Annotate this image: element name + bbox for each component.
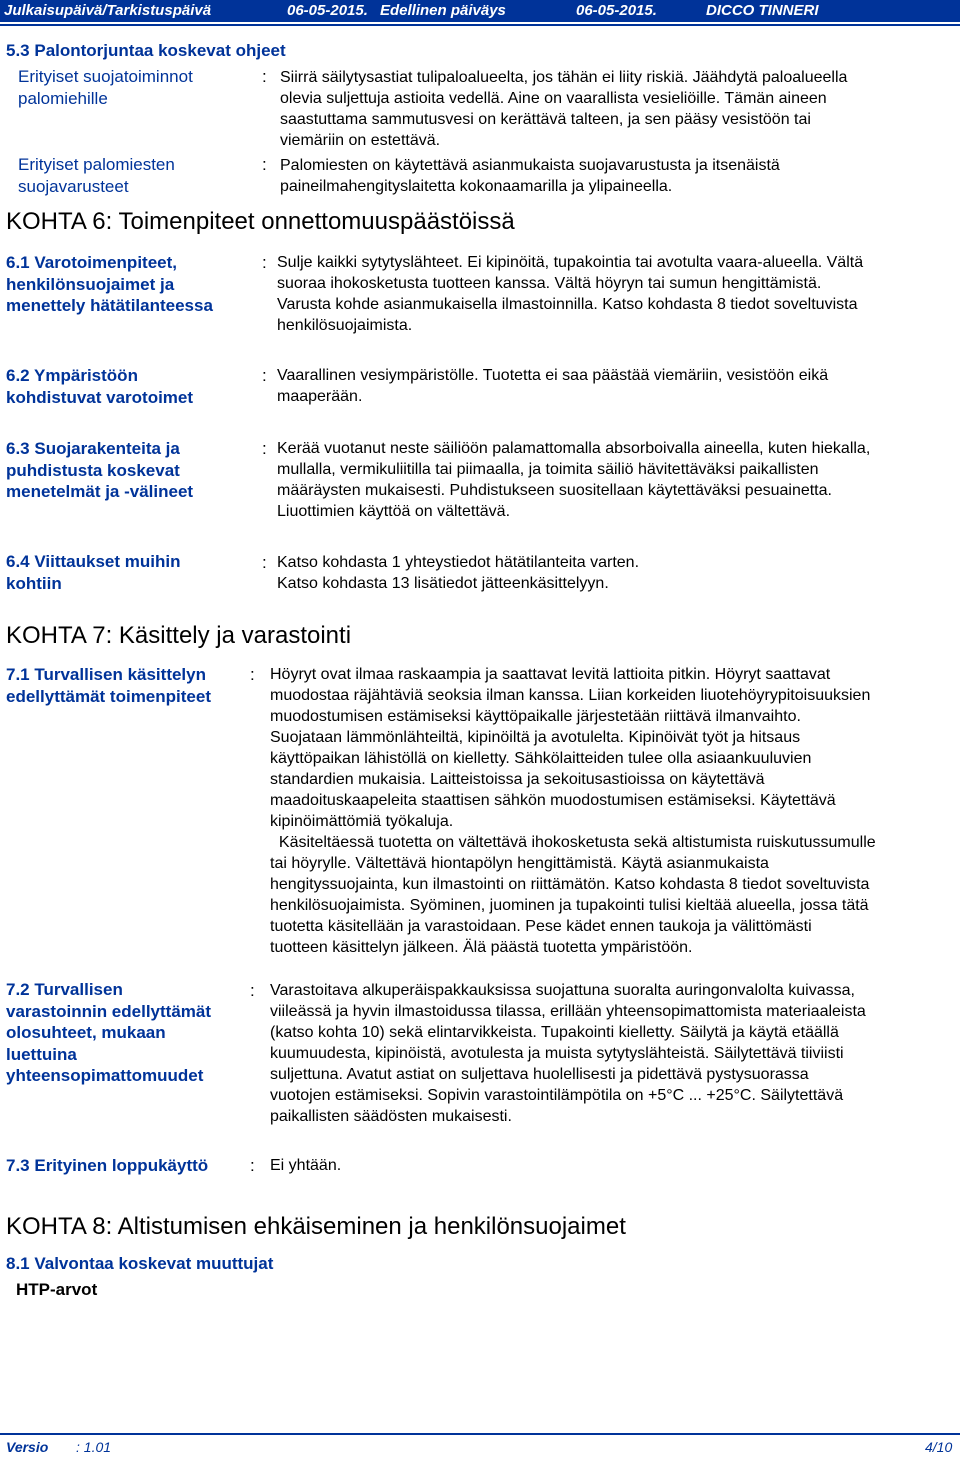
header-bar — [0, 0, 960, 22]
s5-3-text-2: Palomiesten on käytettävä asianmukaista suojavarustusta ja itsenäistä paineilmahengityslaitetta kokonaamarilla ja ylipaineella. — [280, 157, 780, 195]
colon: : — [250, 981, 255, 1000]
s7-1-text: Höyryt ovat ilmaa raskaampia ja saattavat levitä lattioita pitkin. Höyryt saattavat muodostaa räjähtäviä seoksia ilman kanssa. Liian korkeiden liuotehöyrypitoisuuksien muodostumisen estämiseksi käyttöpaikalle järjestetään riittävä ilmanvaihto. Suojataan lämmönlähteiltä, kipinöiltä ja avotulelta. Kipinöivät työt ja hitsaus käyttöpaikan lähistöllä on kielletty. Sähkölaitteiden tulee olla asiaankuuluvien standardien mukaisia. Laitteistoissa ja sekoitusastioissa on käytettävä maadoituskaapeleita staattisen sähkön muodostumisen estämiseksi. Käytettävä kipinöimättömiä työkaluja. Käsiteltäessä tuotetta on vältettävä ihokosketusta sekä altistumista ruiskutussumulle tai höyrylle. Vältettävä hiontapölyn hengittämistä. Käytä asianmukaista hengityssuojainta, kun ilmastointi on riittämätön. Katso kohdasta 8 tiedot soveltuvista henkilösuojaimista. Syöminen, juominen ja tupakointi tulisi kieltää alueella, jossa tätä tuotetta käsitellään ja varastoidaan. Pese kädet ennen taukoja ja välittömästi tuotteen käsittelyn jälkeen. Älä päästä tuotetta ympäristöön. — [270, 666, 876, 956]
header-prev-date: 06-05-2015. — [576, 2, 657, 19]
s5-3-label-2: Erityiset palomiesten suojavarusteet — [18, 155, 175, 196]
footer-rule — [0, 1433, 960, 1435]
colon: : — [250, 1156, 255, 1175]
colon: : — [262, 155, 267, 174]
s5-3-text-1: Siirrä säilytysastiat tulipaloalueelta, jos tähän ei liity riskiä. Jäähdytä paloalueella olevia suljettuja astioita vedellä. Aine on vaarallista vesieliöille. Tämän aineen saastuttama sammutusvesi on kerättävä talteen, ja sen pääsy vesistöön tai viemäriin on estettävä. — [280, 69, 848, 149]
section-7-heading: KOHTA 7: Käsittely ja varastointi — [6, 622, 352, 649]
s6-3-text: Kerää vuotanut neste säiliöön palamattomalla absorboivalla aineella, kuten hiekalla, mullalla, vermikuliitilla tai piimaalla, ja toimita säiliö hävitettäväksi paikallisten määräysten mukaisesti. Puhdistukseen suositellaan käytettäväksi pesuainetta. Liuottimien käyttöä on vältettävä. — [277, 440, 871, 520]
header-date-label: Julkaisupäivä/Tarkistuspäivä — [4, 2, 212, 19]
colon: : — [250, 665, 255, 684]
section-8-heading: KOHTA 8: Altistumisen ehkäiseminen ja henkilönsuojaimet — [6, 1213, 626, 1240]
colon: : — [262, 67, 267, 86]
footer-version: Versio — [6, 1439, 49, 1455]
s6-4-label: 6.4 Viittaukset muihin kohtiin — [6, 552, 181, 593]
footer-page-number: 4/10 — [925, 1439, 953, 1455]
s7-2-text: Varastoitava alkuperäispakkauksissa suojattuna suoralta auringonvalolta kuivassa, viileässä ja hyvin ilmastoidussa tilassa, erillään yhteensopimattomista materiaaleista (katso kohta 10) sekä elintarvikkeista. Tupakointi kielletty. Säilytä ja käytä etäällä kuumuudesta, kipinöistä, avotulesta ja muista sytytyslähteistä. Säilytettävä tiiviisti suljettuna. Avatut astiat on suljettava huolellisesti ja pidettävä pystysuorassa vuotojen estämiseksi. Sopivin varastointilämpötila on +5°C ... +25°C. Säilytettävä paikallisten säädösten mukaisesti. — [270, 982, 866, 1125]
s6-4-text: Katso kohdasta 1 yhteystiedot hätätilanteita varten. Katso kohdasta 13 lisätiedot jätteenkäsittelyyn. — [277, 554, 640, 592]
section-6-heading: KOHTA 6: Toimenpiteet onnettomuuspäästöissä — [6, 208, 515, 235]
s6-2-label: 6.2 Ympäristöön kohdistuvat varotoimet — [6, 366, 194, 407]
htp-label: HTP-arvot — [16, 1280, 98, 1299]
s6-2-text: Vaarallinen vesiympäristölle. Tuotetta ei saa päästää viemäriin, vesistöön eikä maaperään. — [277, 367, 829, 405]
s7-3-label: 7.3 Erityinen loppukäyttö — [6, 1156, 209, 1175]
s6-1-text: Sulje kaikki sytytyslähteet. Ei kipinöitä, tupakointia tai avotulta vaara-alueella. Vältä suoraa ihokosketusta tuotteen kanssa. Vältä höyryn tai sumun hengittämistä. Varusta kohde asianmukaisella ilmastoinnilla. Katso kohdasta 8 tiedot soveltuvista henkilösuojaimista. — [277, 254, 864, 334]
header-product: DICCO TINNERI — [706, 2, 819, 19]
colon: : — [262, 439, 267, 458]
s8-1-title: 8.1 Valvontaa koskevat muuttujat — [6, 1254, 274, 1273]
colon: : — [262, 553, 267, 572]
footer-version-value: : 1.01 — [76, 1439, 112, 1455]
section-5-3-title: 5.3 Palontorjuntaa koskevat ohjeet — [6, 41, 286, 60]
header-prev-label: Edellinen päiväys — [380, 2, 506, 19]
s7-2-label: 7.2 Turvallisen varastoinnin edellyttämät olosuhteet, mukaan luettuina yhteensopimattomuudet — [6, 980, 212, 1085]
colon: : — [262, 366, 267, 385]
s6-1-label: 6.1 Varotoimenpiteet, henkilönsuojaimet ja menettely hätätilanteessa — [6, 253, 213, 315]
s5-3-label-1: Erityiset suojatoiminnot palomiehille — [18, 67, 193, 108]
header-rule — [0, 24, 960, 26]
s6-3-label: 6.3 Suojarakenteita ja puhdistusta koskevat menetelmät ja -välineet — [6, 439, 194, 501]
header-date: 06-05-2015. — [287, 2, 368, 19]
s7-3-text: Ei yhtään. — [270, 1157, 342, 1174]
colon: : — [262, 253, 267, 272]
s7-1-label: 7.1 Turvallisen käsittelyn edellyttämät toimenpiteet — [6, 665, 211, 706]
